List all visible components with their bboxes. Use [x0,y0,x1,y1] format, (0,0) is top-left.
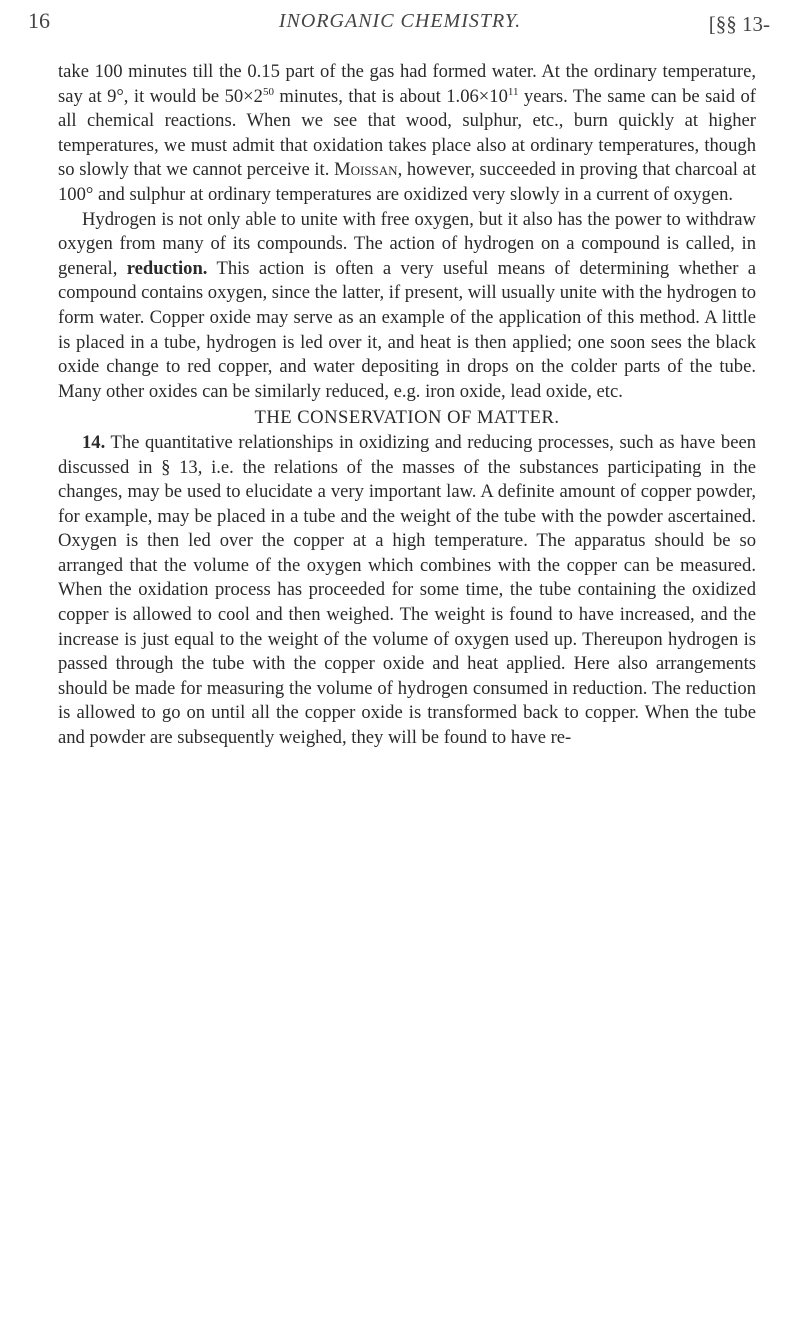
text-run: take 100 minutes till the 0.15 part of the gas had formed water. At the ordinary temperature, say at 9°, it would be 50×2 [58,61,756,107]
text-run: reduction. [126,257,208,279]
text-run: This action is often a very useful means of determining whether a compound contains oxygen, since the latter, if present, will usually unite with the hydrogen to form water. Copper oxide may serve as an example of the application of this method. A little is placed in a tube, hydrogen is led over it, and heat is then applied; one soon sees the black oxide change to red copper, and water depositing in drops on the colder parts of the tube. Many other oxides can be similarly reduced, e.g. iron oxide, lead oxide, etc. [58,257,756,402]
body-text [58,60,756,751]
text-run: The quantitative relationships in oxidizing and reducing processes, such as have been discussed in § 13, i.e. the relations of the masses of the substances participating in the changes, may be used to elucidate a very important law. A definite amount of copper powder, for example, may be placed in a tube and the weight of the tube with the powder ascertained. Oxygen is then led over the copper at a high temperature. The apparatus should be so arranged that the volume of the oxygen which combines with the copper can be measured. When the oxidation process has proceeded for some time, the tube containing the oxidized copper is allowed to cool and then weighed. The weight is found to have increased, and the increase is just equal to the weight of the volume of oxygen used up. Thereupon hydrogen is passed through the tube with the copper oxide and heat applied. Here also arrangements should be made for measuring the volume of hydrogen consumed in reduction. The reduction is allowed to go on until all the copper oxide is transformed back to copper. When the tube and powder are subsequently weighed, they will be found to have re- [58,431,756,749]
section-heading: THE CONSERVATION OF MATTER. [254,407,560,429]
page-number: 16 [28,8,50,33]
paragraph-oxidation-rates [58,60,756,208]
running-title: INORGANIC CHEMISTRY. [278,10,522,32]
text-run: 50 [262,85,274,98]
text-run: 11 [507,85,519,98]
section-reference: [§§ 13- [708,12,770,36]
paragraph-reduction [58,208,756,405]
text-run: minutes, that is about 1.06×10 [273,85,508,107]
text-run: , however, succeeded in proving that charcoal at 100° and sulphur at ordinary temperatures are oxidized very slowly in a current of oxygen. [58,159,756,205]
text-run: Hydrogen is not only able to unite with free oxygen, but it also has the power to withdraw oxygen from many of its compounds. The action of hydrogen on a compound is called, in general, [58,208,756,279]
text-run: 14. [82,431,106,453]
paragraph-conservation [58,431,756,751]
page-header [20,8,780,42]
text-run: Moissan [334,159,398,181]
text-run: years. The same can be said of all chemical reactions. When we see that wood, sulphur, etc., burn quickly at higher temperatures, we must admit that oxidation takes place also at ordinary temperatures, though so slowly that we cannot perceive it. [58,85,756,181]
